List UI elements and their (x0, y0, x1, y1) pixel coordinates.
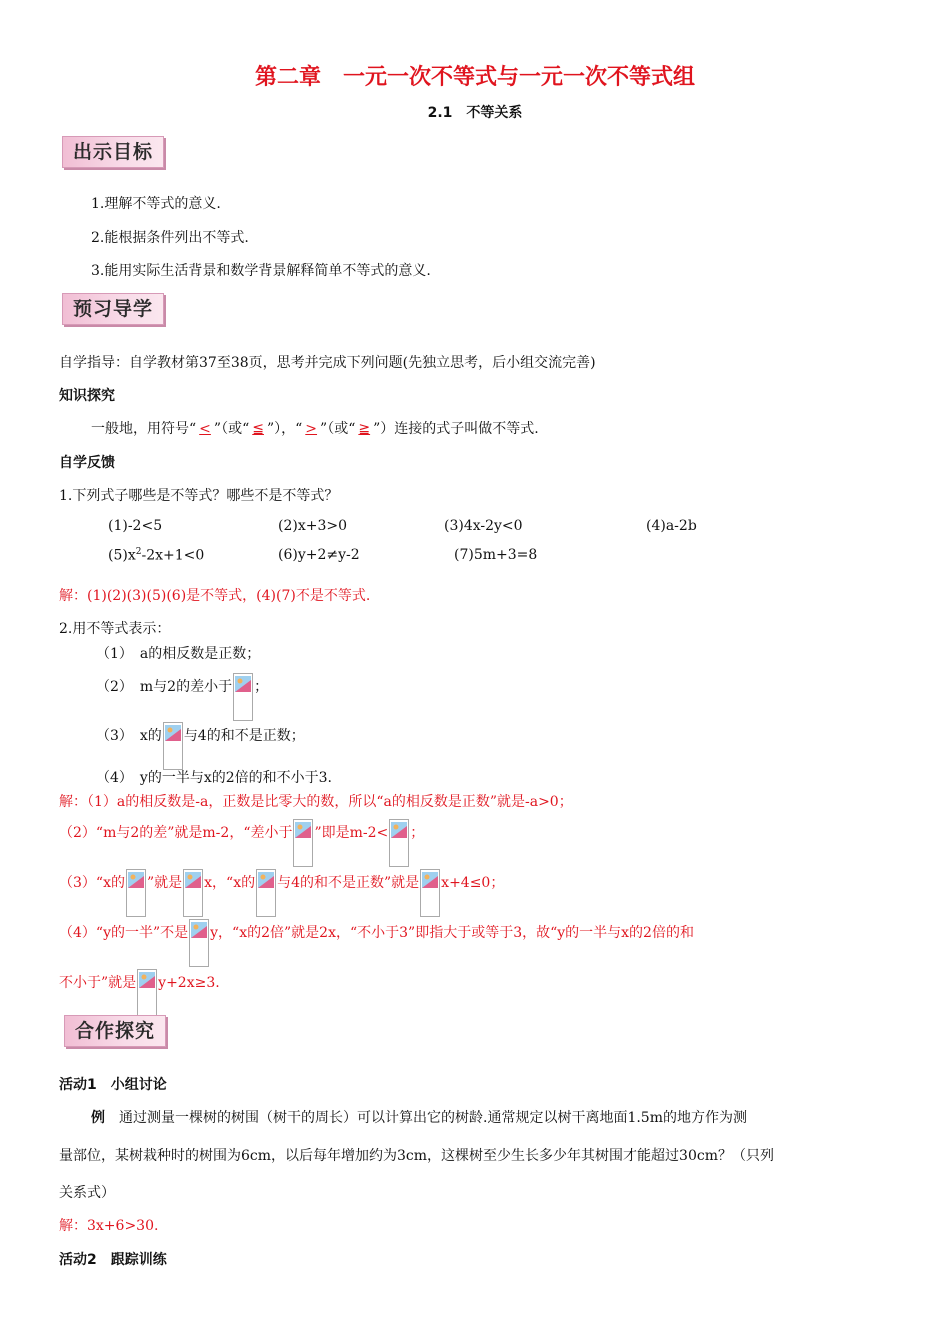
q1-item: (4)a-2b (646, 518, 697, 534)
page-title: 第二章 一元一次不等式与一元一次不等式组 (254, 65, 695, 90)
q2-stem: 2.用不等式表示： (59, 621, 171, 637)
q1-item: (3)4x-2y<0 (444, 518, 523, 534)
q1-item: (1)-2<5 (108, 518, 163, 534)
q1-item: $(5)x^2-2x+1<0$ (108, 547, 205, 564)
example-line: 量部位，某树栽种时的树围为6cm，以后每年增加约为3cm，这棵树至少生长多少年其树围才能超过30cm？（只列 (59, 1148, 774, 1164)
q2-part: （1） a的相反数是正数； (96, 646, 261, 662)
feedback-heading: 自学反馈 (59, 455, 115, 471)
q1-answer: 解：(1)(2)(3)(5)(6)是不等式，(4)(7)不是不等式. (59, 588, 371, 604)
banner-coop: 合作探究 (64, 1015, 166, 1047)
q2-answer-line: 不小于”就是 y+2x≥3. (59, 960, 220, 1017)
example-line: 关系式） (59, 1185, 115, 1201)
q2-part: （2） m与2的差小于 ； (96, 664, 268, 721)
less-symbol: < (199, 421, 211, 437)
broken-image-icon (137, 969, 157, 1017)
q1-item: (7)5m+3=8 (454, 547, 538, 563)
geq-symbol: ≧ (358, 421, 371, 437)
q2-answer-line: （4）“y的一半”不是 y，“x的2倍”就是2x，“不小于3”即指大于或等于3，故“y的一半与x的2倍的和 (59, 910, 694, 967)
q1-item: (2)x+3>0 (278, 518, 348, 534)
activity2-heading: 活动2 跟踪训练 (59, 1252, 167, 1268)
section-subtitle: 2.1 不等关系 (427, 105, 523, 121)
leq-symbol: ≦ (252, 421, 264, 437)
example-answer: 解：3x+6>30. (59, 1218, 159, 1234)
q2-answer-line: （3）“x的 ”就是 x，“x的 与4的和不是正数”就是 x+4≤0； (59, 860, 504, 917)
broken-image-icon (163, 722, 183, 770)
q1-stem: 1.下列式子哪些是不等式？哪些不是不等式？ (59, 488, 339, 504)
banner-preview: 预习导学 (62, 293, 164, 325)
q1-item: (6)y+2≠y-2 (278, 547, 360, 563)
study-guide: 自学指导：自学教材第37至38页，思考并完成下列问题(先独立思考，后小组交流完善) (59, 355, 596, 371)
banner-goals: 出示目标 (62, 136, 164, 168)
q2-part: （3） x的 与4的和不是正数； (96, 713, 305, 770)
goal-item: 2.能根据条件列出不等式. (91, 230, 249, 246)
q2-answer-line: （2）“m与2的差”就是m-2，“差小于 ”即是m-2< ； (59, 810, 424, 867)
q2-part: （4） y的一半与x的2倍的和不小于3. (96, 770, 332, 786)
knowledge-sentence: 一般地，用符号“ < ”（或“ ≦ ”），“ > ”（或“ ≧ ”）连接的式子叫做不等式. (91, 421, 539, 437)
greater-symbol: > (305, 421, 318, 437)
q2-answer-line: 解：（1）a的相反数是-a，正数是比零大的数，所以“a的相反数是正数”就是-a>0； (59, 794, 573, 810)
knowledge-heading: 知识探究 (59, 388, 115, 404)
goal-item: 3.能用实际生活背景和数学背景解释简单不等式的意义. (91, 263, 431, 279)
activity1-heading: 活动1 小组讨论 (59, 1077, 167, 1093)
goal-item: 1.理解不等式的意义. (91, 196, 221, 212)
example-line: 例 通过测量一棵树的树围（树干的周长）可以计算出它的树龄.通常规定以树干离地面1.5m的地方作为测 (91, 1110, 747, 1126)
